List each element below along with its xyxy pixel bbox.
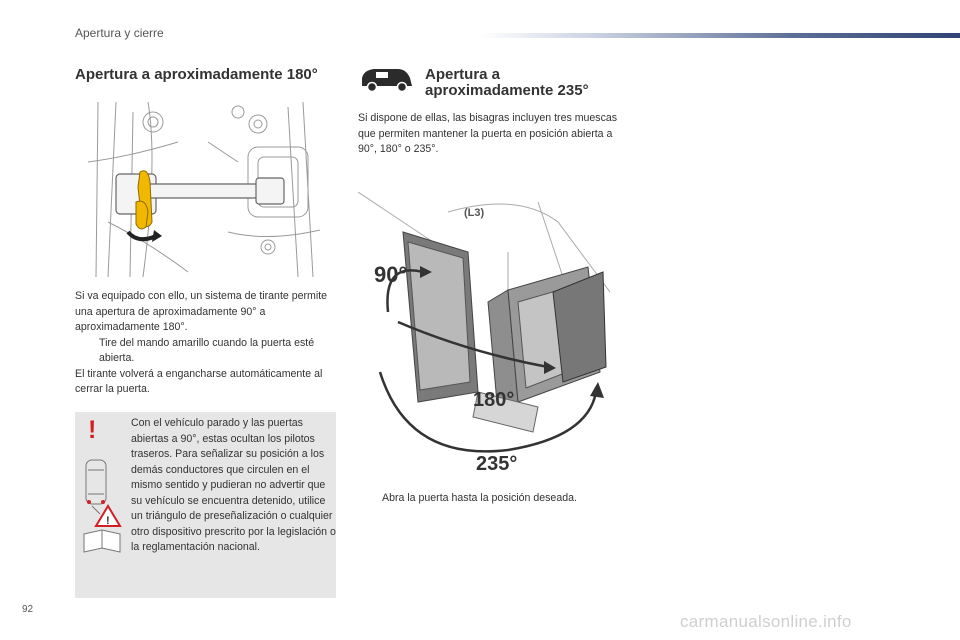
warning-triangle-illustration (80, 456, 124, 556)
right-paragraph-1: Si dispone de ellas, las bisagras incluyen tres muescas que permiten mantener la puerta en posición abierta a 90°, 180° o 235°. (358, 112, 618, 155)
left-heading: Apertura a aproximadamente 180° (75, 66, 318, 83)
warning-exclamation-icon: ! (88, 416, 97, 444)
door-strap-illustration (88, 102, 324, 277)
angle-label-180: 180° (473, 389, 515, 411)
watermark: carmanualsonline.info (680, 612, 852, 631)
angle-label-235: 235° (476, 453, 518, 474)
angle-label-90: 90° (374, 262, 408, 287)
figure-label: (L3) (464, 207, 485, 219)
svg-text:!: ! (106, 515, 110, 527)
left-bullet-text: Tire del mando amarillo cuando la puerta esté abierta. (99, 336, 315, 364)
right-heading: Apertura a aproximadamente 235° (425, 66, 589, 99)
right-bullet-text: Abra la puerta hasta la posición deseada. (382, 492, 577, 504)
left-bullet-item (75, 336, 340, 367)
page-number: 92 (22, 604, 34, 615)
header-accent-bar (480, 33, 960, 38)
left-paragraph-1: Si va equipado con ello, un sistema de tirante permite una apertura de aproximadamente 90° a aproximadamente 180°. (75, 290, 328, 333)
warning-text: Con el vehículo parado y las puertas abiertas a 90°, estas ocultan los pilotos traseros. Para señalizar su posición a los demás conductores que circulen en el mismo sentido y pudieran no advertir que su vehículo se encuentra detenido, utilice un triángulo de preseñalización o cualquier otro dispositivo prescrito por la legislación o la reglamentación nacional. (131, 417, 336, 553)
rear-doors-illustration (358, 192, 610, 474)
right-bullet-item (358, 491, 628, 507)
warning-box (75, 412, 336, 598)
left-paragraph-2: El tirante volverá a engancharse automáticamente al cerrar la puerta. (75, 367, 323, 395)
left-body (75, 289, 340, 398)
van-icon (358, 66, 414, 94)
section-title: Apertura y cierre (75, 26, 164, 40)
